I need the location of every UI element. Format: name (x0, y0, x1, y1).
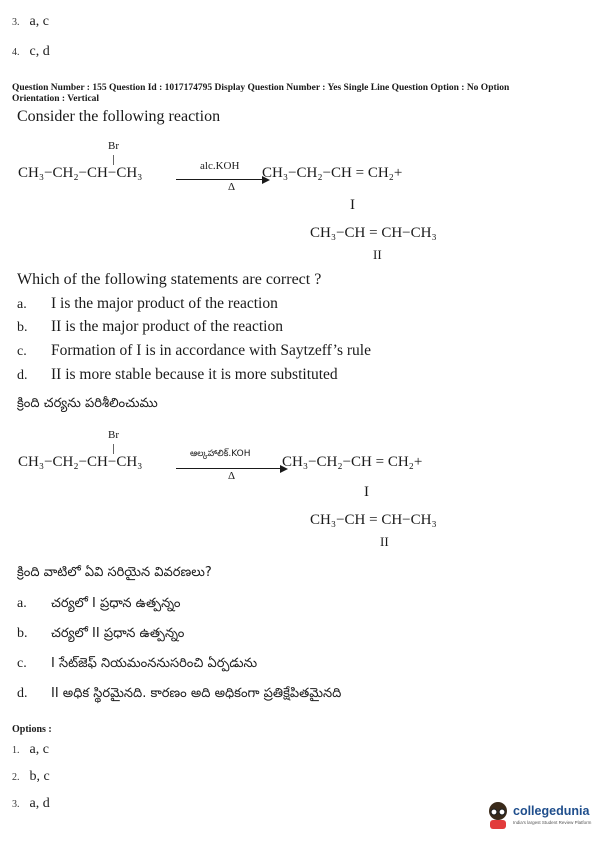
question-meta (12, 83, 582, 105)
statement-text: II is the major product of the reaction (51, 318, 283, 335)
reaction-label1-en: I (350, 197, 355, 213)
reaction-product2-te: CH₃−CH = CH−CH₃ (310, 512, 437, 528)
reaction-reagent-te: ఆల్కహాలిక్.KOH (190, 449, 251, 459)
statement-en-b (17, 318, 283, 336)
statement-letter: d. (17, 368, 28, 383)
statement-letter: d. (17, 686, 28, 701)
option-text: b, c (29, 769, 50, 784)
statement-en-a (17, 295, 278, 313)
statement-te-d (17, 684, 341, 704)
reaction-reactant-te: CH₃−CH₂−CH−CH₃ (18, 454, 143, 470)
option-text: a, c (29, 14, 49, 29)
reaction-reagent-en: alc.KOH (200, 160, 240, 172)
option-number: 3. (12, 17, 20, 28)
statement-letter: a. (17, 297, 27, 312)
reaction-br-te: Br (108, 429, 119, 441)
statement-en-d (17, 366, 338, 384)
option-number: 1. (12, 745, 20, 756)
reaction-delta-en: Δ (228, 181, 236, 193)
reaction-product2-en: CH₃−CH = CH−CH₃ (310, 225, 437, 241)
option-number: 2. (12, 772, 20, 783)
reaction-label2-te: II (380, 534, 389, 549)
which-question-en: Which of the following statements are correct ? (17, 271, 322, 288)
logo-name: collegedunia (513, 804, 590, 818)
question-title-te: క్రింది చర్యను పరిశీలించుము (17, 396, 158, 411)
reaction-arrow-en (176, 176, 270, 184)
statement-letter: c. (17, 344, 27, 359)
reaction-label2-en: II (373, 247, 382, 262)
option-2[interactable] (12, 767, 50, 785)
mascot-icon (486, 800, 510, 830)
statement-text: I సేట్‌జెఫ్ నియమంననుసరించి ఏర్పడును (51, 656, 258, 671)
prev-option-4 (12, 42, 50, 60)
option-text: a, c (29, 742, 49, 757)
option-number: 4. (12, 47, 20, 58)
option-text: a, d (29, 796, 50, 811)
option-number: 3. (12, 799, 20, 810)
reaction-label1-te: I (364, 484, 369, 500)
statement-text: II is more stable because it is more substituted (51, 366, 338, 383)
statement-te-c (17, 654, 257, 674)
which-question-te: క్రింది వాటిలో ఏవి సరియైన వివరణలు? (17, 565, 212, 580)
option-3[interactable] (12, 794, 50, 812)
reaction-bond-en (113, 155, 114, 165)
statement-text: I is the major product of the reaction (51, 295, 278, 312)
question-title-en: Consider the following reaction (17, 108, 221, 125)
statement-text: Formation of I is in accordance with Saytzeff’s rule (51, 342, 371, 359)
statement-letter: b. (17, 320, 28, 335)
question-meta-line2: Orientation : Vertical (12, 94, 100, 104)
logo-tagline: India's largest Student Review Platform (513, 820, 592, 825)
reaction-reactant-en: CH₃−CH₂−CH−CH₃ (18, 165, 143, 181)
reaction-bond-te (113, 444, 114, 454)
reaction-product1-te: CH₃−CH₂−CH = CH₂+ (282, 454, 423, 470)
collegedunia-logo[interactable] (486, 798, 591, 834)
statement-te-a (17, 594, 181, 614)
option-text: c, d (29, 44, 50, 59)
statement-en-c (17, 342, 371, 360)
reaction-delta-te: Δ (228, 470, 236, 482)
statement-letter: a. (17, 596, 27, 611)
statement-text: II అధిక స్థిరమైనది. కారణం అది అధికంగా ప్రతిక్షేపితమైనది (51, 686, 342, 701)
option-1[interactable] (12, 740, 49, 758)
question-meta-line1: Question Number : 155 Question Id : 1017174795 Display Question Number : Yes Single Line Question Option : No Option (12, 83, 510, 93)
reaction-product1-en: CH₃−CH₂−CH = CH₂+ (262, 165, 403, 181)
options-heading: Options : (12, 724, 52, 735)
reaction-br-en: Br (108, 140, 119, 152)
statement-te-b (17, 624, 184, 644)
statement-text: చర్యలో II ప్రధాన ఉత్పన్నం (51, 626, 185, 641)
statement-letter: b. (17, 626, 28, 641)
statement-letter: c. (17, 656, 27, 671)
prev-option-3 (12, 12, 49, 30)
statement-text: చర్యలో I ప్రధాన ఉత్పన్నం (51, 596, 181, 611)
